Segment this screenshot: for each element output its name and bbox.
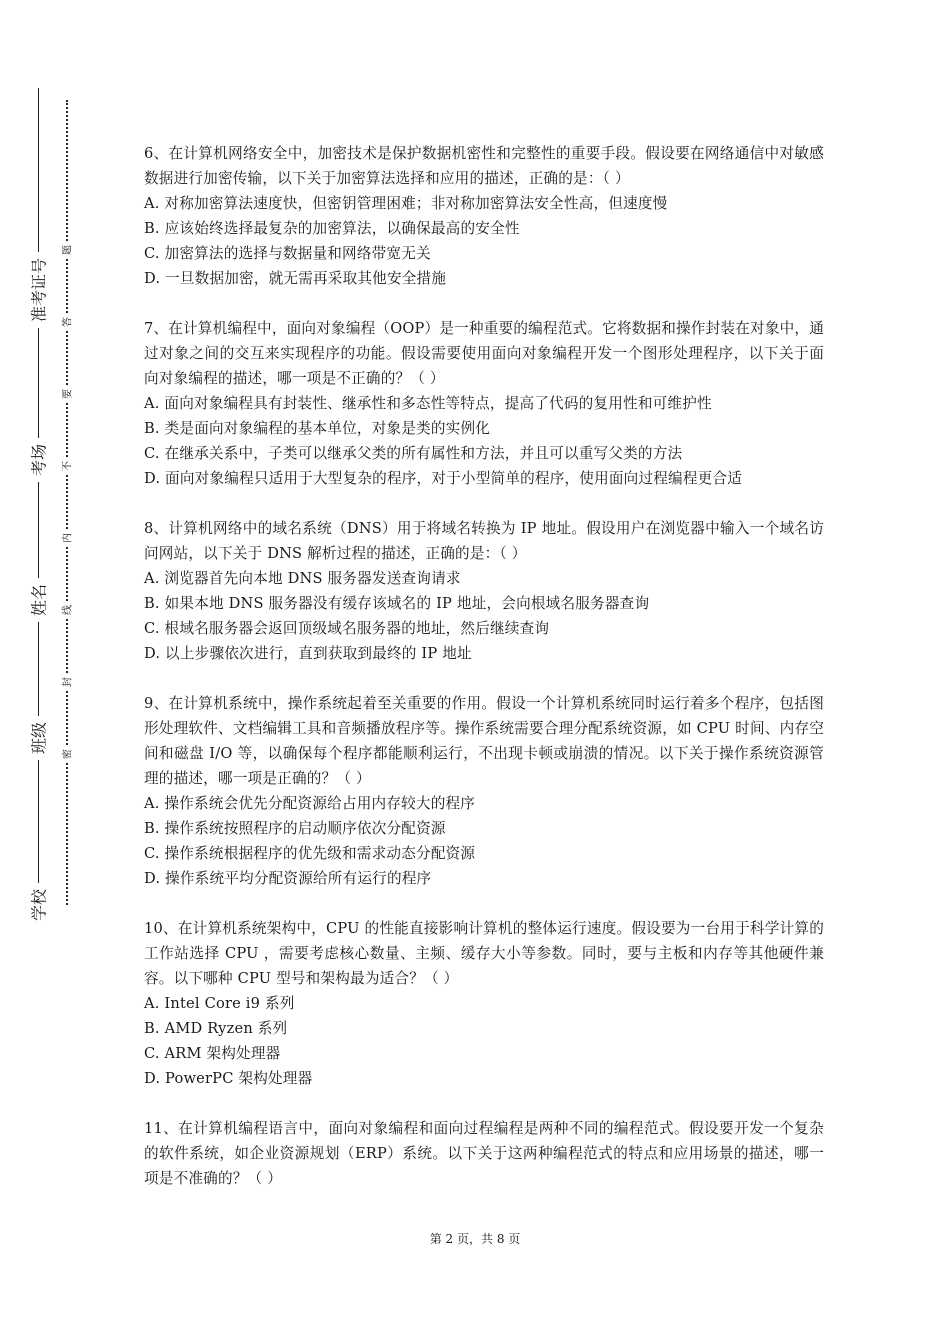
- option-c: C. 在继承关系中，子类可以继承父类的所有属性和方法，并且可以重写父类的方法: [144, 445, 683, 462]
- option-a: A. Intel Core i9 系列: [144, 995, 295, 1012]
- question-6: [144, 141, 824, 291]
- option-c: C. 加密算法的选择与数据量和网络带宽无关: [144, 245, 431, 262]
- page-footer: 第 2 页，共 8 页: [429, 1232, 521, 1246]
- option-d: D. 面向对象编程只适用于大型复杂的程序，对于小型简单的程序，使用面向过程编程更合适: [144, 470, 743, 487]
- option-a: A. 对称加密算法速度快，但密钥管理困难；非对称加密算法安全性高，但速度慢: [144, 195, 668, 212]
- seal-char: 线: [59, 602, 74, 618]
- field-school: 学校: [27, 883, 50, 927]
- field-name: 姓名: [27, 578, 50, 622]
- question-11: [144, 1116, 824, 1191]
- option-c: C. ARM 架构处理器: [144, 1045, 281, 1062]
- question-10: [144, 916, 824, 1091]
- question-stem: 11、在计算机编程语言中，面向对象编程和面向过程编程是两种不同的编程范式。假设要开发一个复杂的软件系统，如企业资源规划（ERP）系统。以下关于这两种编程范式的特点和应用场景的描述，哪一项是不准确的？（ ）: [144, 1120, 824, 1187]
- option-a: A. 操作系统会优先分配资源给占用内存较大的程序: [144, 795, 476, 812]
- option-d: D. 以上步骤依次进行，直到获取到最终的 IP 地址: [144, 645, 472, 662]
- seal-char: 封: [59, 674, 74, 690]
- seal-char: 不: [59, 458, 74, 474]
- seal-char: 答: [59, 314, 74, 330]
- question-list: [144, 141, 824, 1216]
- binding-dotted-line: [66, 100, 68, 905]
- seal-char: 密: [59, 746, 74, 762]
- option-b: B. AMD Ryzen 系列: [144, 1020, 288, 1037]
- binding-solid-line: [38, 88, 39, 923]
- option-b: B. 如果本地 DNS 服务器没有缓存该域名的 IP 地址，会向根域名服务器查询: [144, 595, 650, 612]
- field-exam-room: 考场: [27, 438, 50, 482]
- question-stem: 7、在计算机编程中，面向对象编程（OOP）是一种重要的编程范式。它将数据和操作封装在对象中，通过对象之间的交互来实现程序的功能。假设需要使用面向对象编程开发一个图形处理程序，以下关于面向对象编程的描述，哪一项是不正确的？（ ）: [144, 320, 824, 387]
- option-d: D. 操作系统平均分配资源给所有运行的程序: [144, 870, 432, 887]
- option-b: B. 操作系统按照程序的启动顺序依次分配资源: [144, 820, 446, 837]
- field-class: 班级: [27, 716, 50, 760]
- question-9: [144, 691, 824, 891]
- field-exam-number: 准考证号: [27, 252, 50, 328]
- option-b: B. 类是面向对象编程的基本单位，对象是类的实例化: [144, 420, 491, 437]
- question-stem: 8、计算机网络中的域名系统（DNS）用于将域名转换为 IP 地址。假设用户在浏览器中输入一个域名访问网站，以下关于 DNS 解析过程的描述，正确的是：（ ）: [144, 520, 824, 562]
- question-7: [144, 316, 824, 491]
- option-a: A. 浏览器首先向本地 DNS 服务器发送查询请求: [144, 570, 461, 587]
- seal-char: 题: [59, 242, 74, 258]
- option-b: B. 应该始终选择最复杂的加密算法，以确保最高的安全性: [144, 220, 520, 237]
- option-c: C. 根域名服务器会返回顶级域名服务器的地址，然后继续查询: [144, 620, 550, 637]
- question-stem: 6、在计算机网络安全中，加密技术是保护数据机密性和完整性的重要手段。假设要在网络通信中对敏感数据进行加密传输，以下关于加密算法选择和应用的描述，正确的是：（ ）: [144, 145, 824, 187]
- question-stem: 9、在计算机系统中，操作系统起着至关重要的作用。假设一个计算机系统同时运行着多个程序，包括图形处理软件、文档编辑工具和音频播放程序等。操作系统需要合理分配系统资源，如 CPU 时间、内存空间和磁盘 I/O 等，以确保每个程序都能顺利运行，不出现卡顿或崩溃的情况。以下关于操作系统资源管理的描述，哪一项是正确的？（ ）: [144, 695, 824, 787]
- option-d: D. PowerPC 架构处理器: [144, 1070, 313, 1087]
- option-a: A. 面向对象编程具有封装性、继承性和多态性等特点，提高了代码的复用性和可维护性: [144, 395, 712, 412]
- option-c: C. 操作系统根据程序的优先级和需求动态分配资源: [144, 845, 476, 862]
- seal-char: 内: [59, 530, 74, 546]
- option-d: D. 一旦数据加密，就无需再采取其他安全措施: [144, 270, 447, 287]
- question-stem: 10、在计算机系统架构中，CPU 的性能直接影响计算机的整体运行速度。假设要为一台用于科学计算的工作站选择 CPU ，需要考虑核心数量、主频、缓存大小等参数。同时，要与主板和内存等其他硬件兼容。以下哪种 CPU 型号和架构最为适合？（ ）: [144, 920, 824, 987]
- seal-char: 要: [59, 386, 74, 402]
- question-8: [144, 516, 824, 666]
- binding-margin: [0, 0, 110, 1344]
